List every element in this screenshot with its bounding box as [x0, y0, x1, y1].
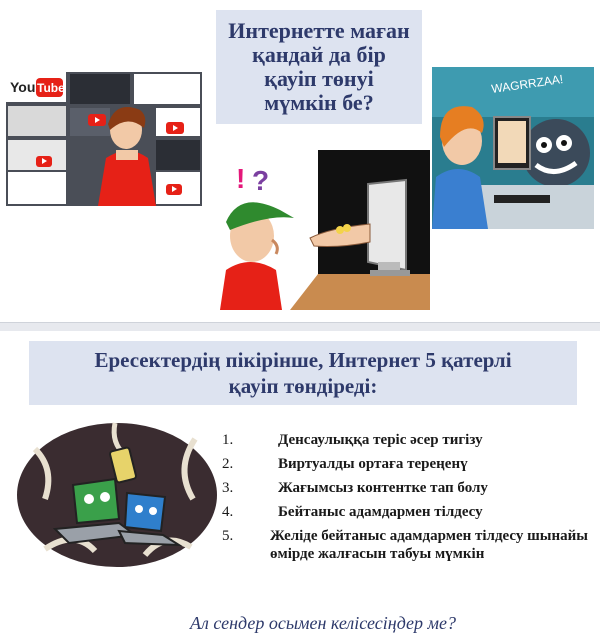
list-text: Бейтаныс адамдармен тілдесу: [278, 504, 483, 520]
girl-monster-image: [432, 67, 594, 229]
list-text: Жағымсыз контентке тап болу: [278, 480, 488, 496]
laptops-tentacles-graphic: [15, 419, 219, 571]
youtube-collage-image: [6, 72, 202, 206]
list-number: 3.: [222, 480, 234, 496]
list-item: [222, 479, 592, 497]
slide-title-text: Интернетте маған қандай да бір қауіп төнуі мүмкін бе?: [228, 18, 410, 115]
monster-shout-text: WAGRRZAA!: [490, 72, 564, 96]
girl-monster-graphic: [432, 67, 594, 229]
svg-text:?: ?: [252, 165, 270, 196]
slide-heading-text: Ересектердің пікірінше, Интернет 5 қатерлі қауіп төндіреді:: [94, 348, 512, 398]
list-text: Денсаулыққа теріс әсер тигізу: [278, 432, 483, 448]
svg-text:!: !: [236, 163, 246, 194]
list-number: 2.: [222, 456, 234, 472]
list-text: Виртуалды ортаға тереңенү: [278, 456, 468, 472]
slide-heading: [29, 341, 577, 405]
slide-title: [216, 10, 422, 124]
boy-computer-image: [210, 150, 430, 310]
threat-list: [222, 431, 592, 569]
list-item: [222, 455, 592, 473]
list-item: [222, 431, 592, 449]
list-number: 1.: [222, 432, 234, 448]
youtube-collage-graphic: [6, 72, 202, 206]
boy-computer-graphic: [210, 150, 430, 310]
youtube-tube-text: Tube: [37, 81, 65, 95]
laptops-tentacles-image: [15, 419, 219, 571]
list-text: Желіде бейтаныс адамдармен тілдесу шынайы өмірде жалғасын табуы мүмкін: [270, 528, 588, 562]
list-item: [222, 527, 592, 563]
list-item: [222, 503, 592, 521]
youtube-you-text: You: [10, 79, 36, 95]
list-number: 5.: [222, 528, 234, 544]
list-number: 4.: [222, 504, 234, 520]
slide-2: [0, 331, 600, 633]
closing-question: Ал сендер осымен келісесіңдер ме?: [190, 613, 456, 633]
